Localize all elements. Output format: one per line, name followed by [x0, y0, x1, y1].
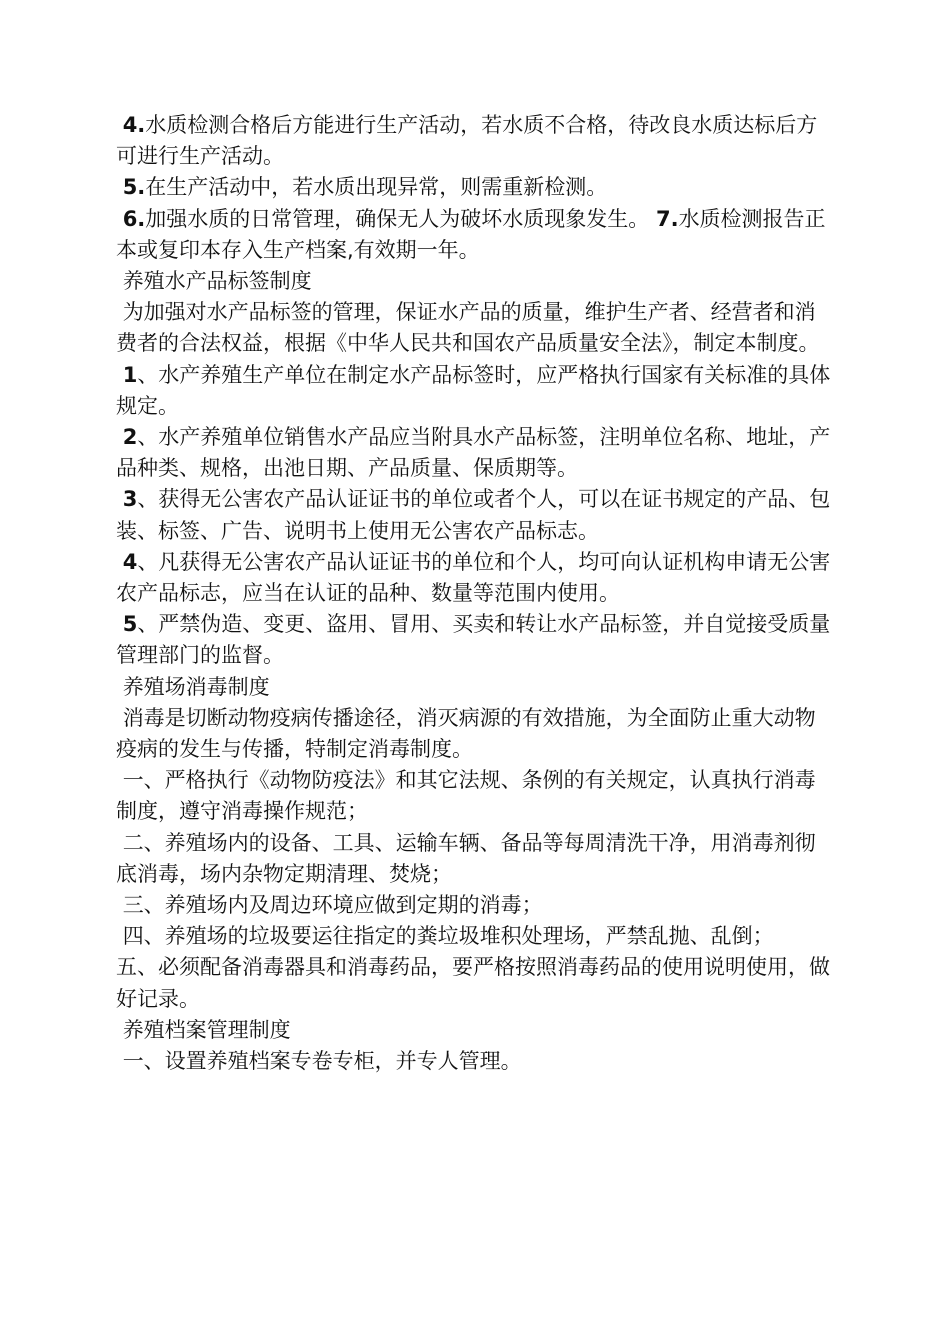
item-text: 在生产活动中，若水质出现异常，则需重新检测。 — [145, 175, 608, 200]
item-number: 5. — [122, 175, 146, 200]
item-text: 、水产养殖单位销售水产品应当附具水产品标签，注明单位名称、地址，产品种类、规格，出池日期、产品质量、保质期等。 — [116, 425, 831, 481]
item-text: 三、养殖场内及周边环境应做到定期的消毒； — [122, 893, 543, 918]
item-text: 二、养殖场内的设备、工具、运输车辆、备品等每周清洗干净，用消毒剂彻底消毒，场内杂物定期清理、焚烧； — [116, 830, 816, 886]
item-text: 、凡获得无公害农产品认证证书的单位和个人，均可向认证机构申请无公害农产品标志，应当在认证的品种、数量等范围内使用。 — [116, 549, 831, 606]
item-number: 6. — [122, 206, 146, 231]
item-number: 7. — [655, 206, 679, 231]
item-number: 4. — [122, 113, 146, 137]
section-heading-archives — [116, 1015, 836, 1046]
list-item-1 — [116, 360, 836, 422]
paragraph-item-6-7 — [116, 204, 836, 266]
list-item-a1 — [116, 1046, 836, 1077]
item-text: 五、必须配备消毒器具和消毒药品，要严格按照消毒药品的使用说明使用，做好记录。 — [116, 955, 830, 1011]
item-number: 4 — [122, 549, 138, 574]
item-text: 、严禁伪造、变更、盗用、冒用、买卖和转让水产品标签，并自觉接受质量管理部门的监督。 — [116, 612, 831, 668]
item-text: 加强水质的日常管理，确保无人为破坏水质现象发生。 — [145, 206, 656, 231]
list-item-d1 — [116, 765, 836, 827]
list-item-d4 — [116, 921, 836, 952]
paragraph-text: 为加强对水产品标签的管理，保证水产品的质量，维护生产者、经营者和消费者的合法权益，根据《中华人民共和国农产品质量安全法》，制定本制度。 — [116, 300, 820, 356]
heading-text: 养殖档案管理制度 — [122, 1017, 291, 1042]
item-number: 1 — [122, 362, 138, 387]
item-text: 一、设置养殖档案专卷专柜，并专人管理。 — [122, 1049, 522, 1074]
item-text: 水质检测报告正本或复印本存入生产档案,有效期一年。 — [116, 206, 826, 262]
item-text: 水质检测合格后方能进行生产活动，若水质不合格，待改良水质达标后方可进行生产活动。 — [116, 113, 818, 169]
heading-text: 养殖场消毒制度 — [122, 674, 270, 699]
list-item-d2 — [116, 828, 836, 890]
list-item-d5 — [116, 952, 836, 1014]
list-item-5 — [116, 609, 836, 671]
paragraph-item-5 — [116, 172, 836, 203]
item-text: 、水产养殖生产单位在制定水产品标签时，应严格执行国家有关标准的具体规定。 — [116, 362, 831, 418]
section-heading-labels — [116, 266, 836, 297]
list-item-2 — [116, 422, 836, 484]
paragraph-intro-labels — [116, 297, 836, 359]
paragraph-intro-disinfection — [116, 703, 836, 765]
section-heading-disinfection — [116, 672, 836, 703]
item-number: 5 — [122, 612, 138, 637]
list-item-3 — [116, 484, 836, 546]
paragraph-text: 消毒是切断动物疫病传播途径，消灭病源的有效措施，为全面防止重大动物疫病的发生与传播，特制定消毒制度。 — [116, 705, 816, 762]
list-item-d3 — [116, 890, 836, 921]
item-number: 2 — [122, 425, 138, 450]
item-text: 一、严格执行《动物防疫法》和其它法规、条例的有关规定，认真执行消毒制度，遵守消毒操作规范； — [116, 768, 816, 824]
item-text: 、获得无公害农产品认证证书的单位或者个人，可以在证书规定的产品、包装、标签、广告、说明书上使用无公害农产品标志。 — [116, 487, 831, 543]
heading-text: 养殖水产品标签制度 — [122, 269, 312, 294]
paragraph-item-4 — [116, 110, 836, 172]
document-page — [116, 110, 836, 1077]
list-item-4 — [116, 547, 836, 609]
item-number: 3 — [122, 487, 138, 512]
item-text: 四、养殖场的垃圾要运往指定的粪垃圾堆积处理场，严禁乱抛、乱倒； — [122, 924, 774, 949]
